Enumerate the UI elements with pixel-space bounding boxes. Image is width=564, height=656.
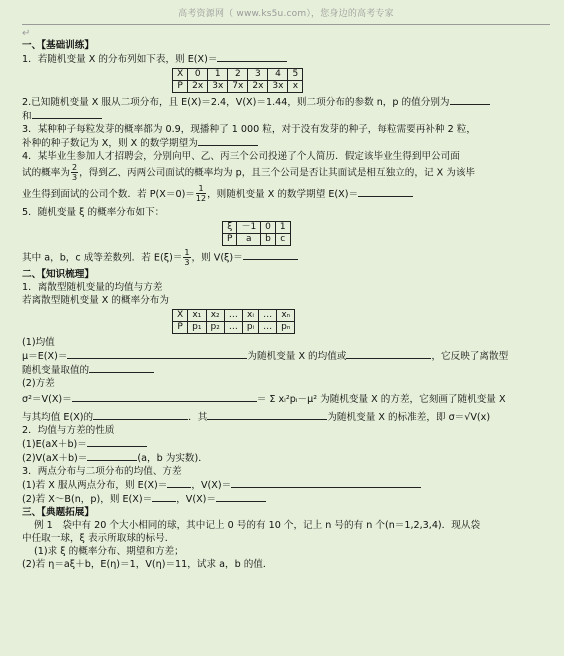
q5-distribution-table [222,221,291,246]
fraction: $\frac{1}{12}$ [195,184,207,203]
table-row [173,322,295,334]
example1-part2: (2)若 η＝aξ＋b，E(η)＝1，V(η)＝11，试求 a，b 的值． [22,559,273,570]
fraction: $\frac{1}{3}$ [184,247,190,267]
property-2: (2)V(aX＋b)＝ (a，b 为实数)． [22,453,208,464]
section-example-title: 三、【典题拓展】 [22,507,94,518]
property2-blank[interactable] [87,451,137,461]
std-dev-blank[interactable] [207,410,327,420]
table-cell: pₙ [277,322,295,334]
table-row [173,310,295,322]
general-distribution-table [172,309,295,334]
binomial-var-blank[interactable] [216,492,266,502]
table-cell: 2x [248,81,268,93]
mean-line: μ＝E(X)＝ 为随机变量 X 的均值或 ，它反映了离散型 [22,351,509,362]
variance-blank[interactable] [72,392,257,402]
variance-degree-blank[interactable] [93,410,188,420]
table-cell: 2x [188,81,208,93]
binomial-line: (2)若 X～B(n，p)，则 E(X)＝ ，V(X)＝ [22,492,550,506]
distributions-heading: 3．两点分布与二项分布的均值、方差 [22,466,182,477]
property-1: (1)E(aX＋b)＝ [22,437,550,451]
table-cell: －1 [237,221,261,233]
table-cell: 2 [228,69,248,81]
mean-heading: (1)均值 [22,337,55,348]
table-cell: xᵢ [242,310,258,322]
q5-line2: 其中 a，b，c 成等差数列．若 E(ξ)＝ $\frac{1}{3}$ ，则 V(ξ)＝ [22,248,550,269]
table-cell: x₂ [206,310,224,322]
table-cell: x₁ [188,310,206,322]
variance-heading: (2)方差 [22,378,55,389]
knowledge-p2: 若离散型随机变量 X 的概率分布为 [22,295,169,306]
q2-blank-p[interactable] [32,109,102,119]
q4-answer-blank[interactable] [358,187,413,197]
table-cell: 5 [288,69,303,81]
table-cell: 0 [261,221,276,233]
q4-line2: 试的概率为 $\frac{2}{3}$ ，得到乙、丙两公司面试的概率均为 p，且三个公司是否让其面试是相互独立的，记 X 为该毕 [22,163,476,182]
q1-distribution-table [172,68,303,93]
two-point-line: (1)若 X 服从两点分布，则 E(X)＝ ，V(X)＝ [22,478,550,492]
table-cell: pᵢ [242,322,258,334]
table-cell: … [224,310,242,322]
table-row [173,81,303,93]
two-point-mean-blank[interactable] [167,478,191,488]
mean-alias-blank[interactable] [346,349,431,359]
knowledge-p1: 1．离散型随机变量的均值与方差 [22,282,163,293]
table-cell: 3 [248,69,268,81]
example1-line2: 中任取一球，ξ 表示所取球的标号． [22,533,175,544]
table-cell: 3x [268,81,288,93]
table-cell: … [224,322,242,334]
mean-level-blank[interactable] [89,363,154,373]
section-basic-training-title: 一、【基础训练】 [22,40,94,51]
q4-line3: 业生得到面试的公司个数．若 P(X＝0)＝ $\frac{1}{12}$ ，则随机变量 X 的数学期望 E(X)＝ [22,184,550,206]
table-cell: X [173,310,188,322]
q4-line1: 4．某毕业生参加人才招聘会，分别向甲、乙、丙三个公司投递了个人简历．假定该毕业生得到甲公司面 [22,151,460,162]
table-cell: xₙ [277,310,295,322]
variance-line: σ²＝V(X)＝ ＝ Σ xᵢ²pᵢ－μ² 为随机变量 X 的方差，它刻画了随机变量 X [22,394,506,405]
q3-answer-blank[interactable] [198,136,258,146]
table-row [173,69,303,81]
q2-blank-n[interactable] [450,95,490,105]
table-cell: P [173,322,188,334]
table-cell: b [261,233,276,245]
fraction: $\frac{2}{3}$ [71,163,78,182]
example1-line1: 例 1 袋中有 20 个大小相同的球，其中记上 0 号的有 10 个，记上 n 号的有 n 个(n＝1,2,3,4)．现从袋 [34,520,481,531]
q1-answer-blank[interactable] [217,52,287,62]
q3-line2: 补种的种子数记为 X，则 X 的数学期望为 [22,136,550,150]
table-cell: 3x [208,81,228,93]
table-cell: p₂ [206,322,224,334]
q2-line2: 和 [22,109,550,123]
table-cell: 4 [268,69,288,81]
table-cell: c [275,233,290,245]
example1-part1: (1)求 ξ 的概率分布、期望和方差； [34,546,184,557]
q5-line1: 5．随机变量 ξ 的概率分布如下： [22,206,165,218]
binomial-mean-blank[interactable] [152,492,176,502]
table-cell: … [259,310,277,322]
table-cell: p₁ [188,322,206,334]
table-cell: 1 [208,69,228,81]
property1-blank[interactable] [87,437,147,447]
table-row [223,221,291,233]
table-cell: ξ [223,221,237,233]
q3-line1: 3．某种种子每粒发芽的概率都为 0.9，现播种了 1 000 粒，对于没有发芽的种子，每粒需要再补种 2 粒， [22,124,476,135]
q2-line1: 2.已知随机变量 X 服从二项分布，且 E(X)＝2.4，V(X)＝1.44，则二项分布的参数 n，p 的值分别为 [22,95,550,109]
mean-blank[interactable] [67,349,247,359]
table-cell: … [259,322,277,334]
variance-line2: 与其均值 E(X)的 ．其 为随机变量 X 的标准差，即 σ＝√V(x) [22,412,491,423]
paragraph-mark: ↵ [22,28,31,39]
table-row [223,233,291,245]
table-cell: P [223,233,237,245]
q1-text: 1．若随机变量 X 的分布列如下表，则 E(X)＝ [22,52,550,66]
properties-heading: 2．均值与方差的性质 [22,425,115,436]
table-cell: a [237,233,261,245]
page-header: 高考资源网（ www.ks5u.com），您身边的高考专家 [22,0,550,25]
table-cell: P [173,81,188,93]
section-knowledge-title: 二、【知识梳理】 [22,269,94,280]
table-cell: 0 [188,69,208,81]
mean-line2: 随机变量取值的 [22,363,550,377]
q5-answer-blank[interactable] [243,250,298,260]
table-cell: x [288,81,303,93]
table-cell: 1 [275,221,290,233]
two-point-var-blank[interactable] [231,478,421,488]
table-cell: X [173,69,188,81]
table-cell: 7x [228,81,248,93]
